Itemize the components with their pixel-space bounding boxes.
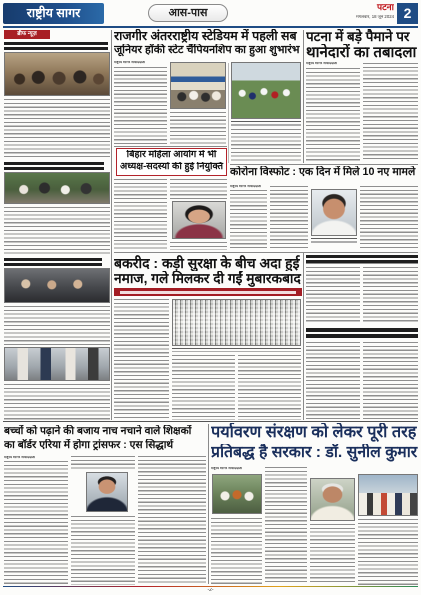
brief-news-tag: ब्रीफ न्यूज़ — [4, 30, 50, 39]
article-body-text — [238, 355, 301, 420]
environment-headline-line1: पर्यावरण संरक्षण को लेकर पूरी तरह — [211, 423, 417, 441]
article-body-text — [230, 190, 267, 250]
hockey-headline-line1: राजगीर अंतरराष्ट्रीय स्टेडियम में पहली सब — [114, 29, 297, 43]
section-rule — [3, 421, 418, 422]
article-body-text — [170, 112, 226, 144]
group-photo — [4, 172, 110, 204]
mahila-aayog-headline-line1: बिहार महिला आयोग में भी — [126, 150, 217, 160]
article-body-text — [138, 456, 206, 585]
standing-group-photo — [4, 347, 110, 381]
article-body-text — [114, 179, 167, 250]
teachers-headline-line1: बच्चों को पढ़ाने की बजाय नाच नचाने वाले शिक्षकों — [4, 425, 192, 437]
article-body-text — [211, 518, 262, 585]
photo-caption — [311, 238, 357, 244]
teachers-byline: राष्ट्रीय सागर संवाददाता — [4, 456, 36, 459]
article-body-text — [360, 186, 418, 250]
bakrid-subheadline-strip — [114, 288, 302, 296]
article-body-text — [358, 519, 418, 585]
plantation-event-photo — [212, 474, 262, 514]
seated-people-photo — [4, 268, 110, 303]
article-body-text — [4, 384, 110, 420]
subheadline-text — [120, 291, 296, 294]
article-body-text — [363, 342, 418, 420]
transfer-headline-line1: पटना में बड़े पैमाने पर — [306, 29, 410, 44]
newspaper-logo: राष्ट्रीय सागर — [3, 3, 104, 24]
section-label: आस-पास — [148, 4, 228, 22]
article-body-text — [363, 267, 418, 324]
minister-group-photo — [358, 474, 418, 516]
article-body-text — [265, 467, 307, 585]
corona-byline: राष्ट्रीय सागर संवाददाता — [230, 185, 262, 188]
mahila-aayog-headline-line2: अध्यक्ष-सदस्यों की हुई नियुक्ति — [119, 162, 224, 172]
portrait-photo — [172, 201, 226, 239]
column-rule — [208, 424, 209, 584]
page-number: 2 — [397, 3, 418, 24]
s-siddharth-portrait-photo — [86, 472, 128, 512]
article-body-text — [71, 516, 135, 585]
hockey-byline: राष्ट्रीय सागर संवाददाता — [114, 61, 146, 64]
issue-date: मंगलवार, 18 जून 2024 — [356, 15, 394, 19]
column-rule — [228, 63, 229, 163]
article-body-text — [270, 186, 308, 250]
teachers-headline-line2: का बॉर्डर एरिया में होगा ट्रांसफर : एस सिद्धार्थ — [4, 439, 174, 451]
column-rule — [303, 252, 304, 420]
transfer-headline-line2: थानेदारों का तबादला — [306, 44, 417, 61]
column-rule — [111, 30, 112, 420]
environment-byline: राष्ट्रीय सागर संवाददाता — [211, 467, 243, 470]
hockey-field-photo — [231, 62, 301, 119]
story-headline — [306, 328, 418, 338]
brief-headline — [4, 42, 108, 50]
article-body-text — [306, 68, 360, 162]
meeting-hall-photo — [4, 52, 110, 96]
corona-headline: कोरोना विस्फोट : एक दिन में मिले 10 नए मामले — [230, 166, 416, 178]
hockey-headline-line2: जूनियर हॉकी स्टेट चैंपियनशिप का हुआ शुभारंभ — [114, 44, 300, 56]
bakrid-headline-line1: बकरीद : कड़ी सुरक्षा के बीच अदा हुई — [114, 255, 300, 271]
photo-caption — [231, 121, 301, 127]
masthead-rule — [3, 26, 418, 28]
hockey-inauguration-photo — [170, 62, 226, 109]
article-body-text — [170, 242, 227, 250]
article-body-text — [306, 267, 360, 324]
brief-headline — [4, 258, 102, 266]
official-portrait-photo — [311, 189, 357, 236]
bakrid-headline-line2: नमाज, गले मिलकर दी गईं मुबारकबाद — [114, 271, 301, 286]
story-headline — [306, 255, 418, 264]
article-body-text — [4, 99, 110, 159]
section-rule — [230, 164, 418, 165]
footer-band — [3, 586, 418, 587]
article-body-text — [310, 524, 355, 585]
footer-page-marker: -2- — [207, 588, 214, 593]
article-body-text — [71, 456, 135, 469]
article-body-text — [4, 306, 110, 345]
column-rule — [303, 30, 304, 163]
article-body-text — [231, 129, 301, 162]
photo-caption — [172, 348, 301, 352]
brief-headline — [4, 162, 104, 170]
article-body-text — [114, 67, 167, 144]
article-body-text — [363, 63, 418, 162]
article-body-text — [114, 299, 169, 420]
section-rule — [114, 146, 227, 147]
article-body-text — [172, 355, 235, 420]
environment-headline-line2: प्रतिबद्ध है सरकार : डॉ. सुनील कुमार — [211, 444, 418, 461]
article-body-text — [306, 342, 360, 420]
edition-city: पटना — [377, 3, 394, 12]
article-body-text — [170, 179, 227, 199]
article-body-text — [4, 461, 68, 585]
section-rule — [114, 252, 418, 253]
article-body-text — [4, 207, 110, 255]
dr-sunil-kumar-portrait-photo — [310, 478, 355, 521]
namaz-crowd-photo — [172, 299, 301, 346]
transfer-byline: राष्ट्रीय सागर संवाददाता — [306, 62, 338, 65]
